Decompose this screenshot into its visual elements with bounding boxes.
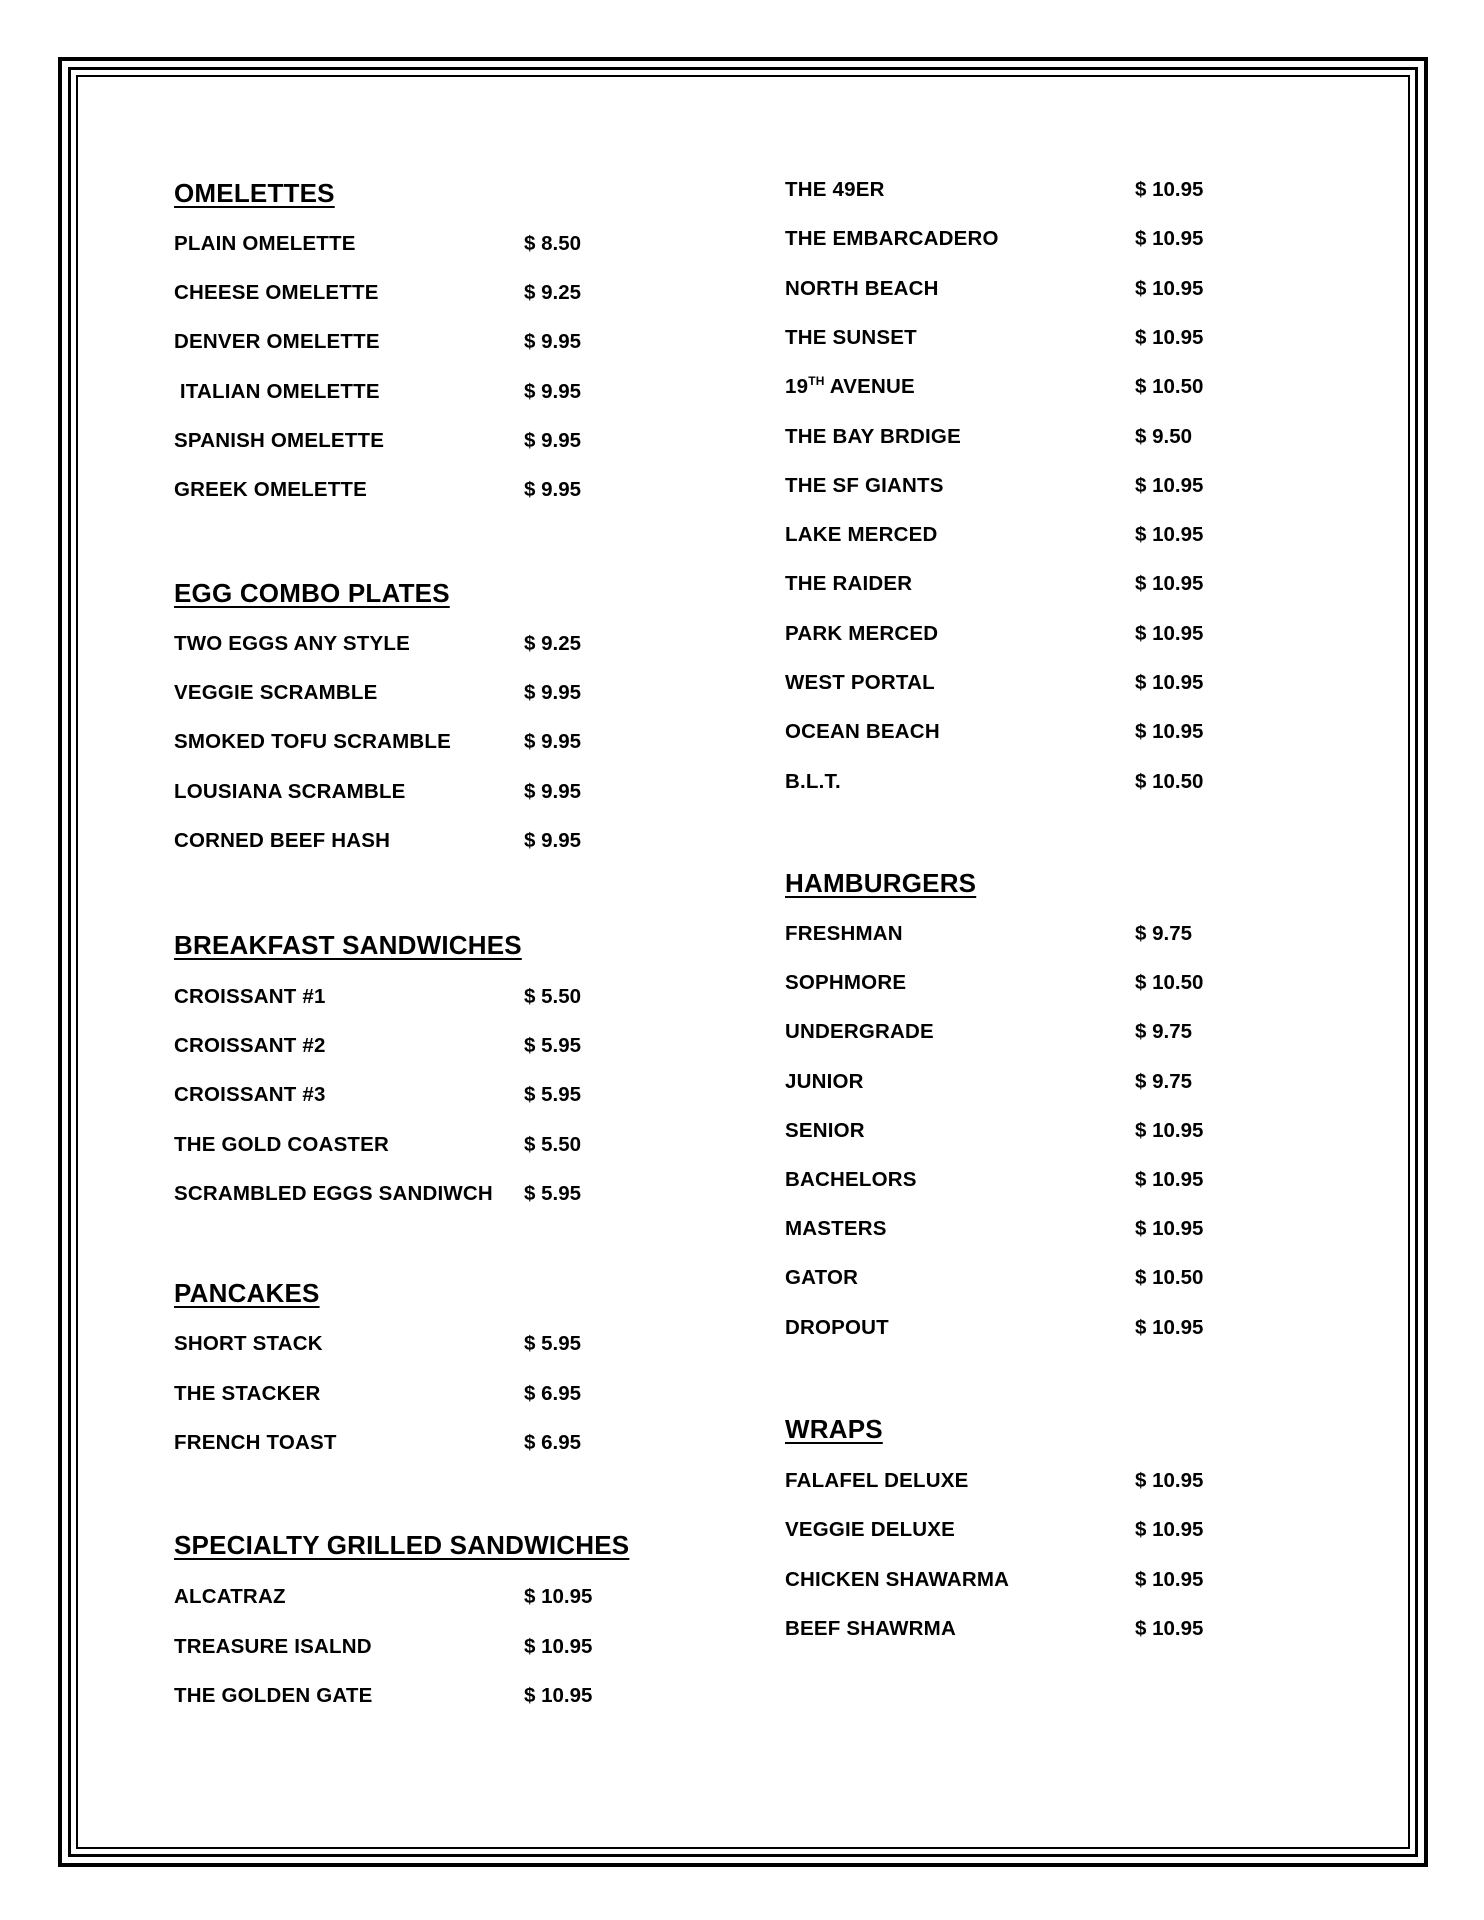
menu-item [785, 178, 1325, 208]
section-title-egg-combo-plates: EGG COMBO PLATES [174, 578, 450, 608]
menu-item [174, 985, 714, 1015]
menu-item [785, 1316, 1325, 1346]
menu-item-price: $ 10.95 [1135, 473, 1204, 497]
menu-item-name: DENVER OMELETTE [174, 330, 380, 354]
menu-item [174, 632, 714, 662]
menu-item-price: $ 5.95 [524, 1181, 581, 1205]
menu-item-price: $ 10.50 [1135, 375, 1204, 399]
menu-item-name: SHORT STACK [174, 1332, 323, 1355]
menu-item [174, 1332, 714, 1362]
menu-item [174, 281, 714, 311]
menu-item-name: SOPHMORE [785, 971, 907, 995]
menu-right-column [785, 0, 1325, 1920]
menu-item-name: BEEF SHAWRMA [785, 1616, 956, 1640]
menu-item-price: $ 10.95 [1135, 1217, 1204, 1241]
menu-item-price: $ 10.95 [1135, 720, 1204, 744]
menu-item-name: SMOKED TOFU SCRAMBLE [174, 730, 451, 754]
menu-item-price: $ 9.50 [1135, 424, 1192, 448]
menu-item [785, 1119, 1325, 1149]
menu-item-price: $ 9.95 [524, 779, 581, 803]
menu-item [174, 1034, 714, 1064]
menu-item-price: $ 6.95 [524, 1381, 581, 1405]
menu-item-name: LOUSIANA SCRAMBLE [174, 779, 406, 803]
menu-item-price: $ 10.95 [524, 1634, 593, 1658]
menu-item-price: $ 10.95 [1135, 1469, 1204, 1492]
menu-item [785, 1518, 1325, 1548]
menu-item-name: THE 49ER [785, 178, 885, 201]
menu-item-name: FRESHMAN [785, 922, 903, 945]
section-title-specialty-grilled-sandwiches: SPECIALTY GRILLED SANDWICHES [174, 1530, 630, 1560]
menu-item [785, 1168, 1325, 1198]
menu-item-name: NORTH BEACH [785, 276, 939, 300]
menu-item-price: $ 9.75 [1135, 922, 1192, 945]
menu-item [785, 227, 1325, 257]
menu-item-name: BACHELORS [785, 1168, 917, 1191]
menu-item-price: $ 10.95 [1135, 178, 1204, 201]
menu-item [174, 829, 714, 859]
menu-item-price: $ 5.50 [524, 985, 581, 1008]
menu-item [174, 1635, 714, 1665]
menu-item-price: $ 10.95 [1135, 227, 1204, 251]
menu-item-price: $ 10.95 [524, 1684, 593, 1707]
menu-item-name: PLAIN OMELETTE [174, 232, 356, 255]
menu-item [174, 1083, 714, 1113]
menu-item-name: TREASURE ISALND [174, 1634, 372, 1658]
menu-item-price: $ 9.95 [524, 730, 581, 754]
menu-item [174, 330, 714, 360]
menu-item-name: SCRAMBLED EGGS SANDIWCH [174, 1181, 493, 1205]
menu-item-price: $ 6.95 [524, 1431, 581, 1454]
menu-item [785, 671, 1325, 701]
menu-item-price: $ 9.95 [524, 828, 581, 852]
menu-item-name: THE BAY BRDIGE [785, 424, 961, 448]
section-title-pancakes: PANCAKES [174, 1278, 320, 1308]
menu-item [174, 1133, 714, 1163]
menu-item-name: JUNIOR [785, 1069, 864, 1093]
menu-item-price: $ 10.95 [1135, 1168, 1204, 1191]
menu-item-name: THE SUNSET [785, 325, 917, 349]
menu-item-name: FALAFEL DELUXE [785, 1469, 969, 1492]
menu-item-name-prefix: 19 [785, 375, 809, 399]
menu-item-name: CHEESE OMELETTE [174, 281, 379, 305]
menu-item-name: CROISSANT #2 [174, 1034, 326, 1058]
menu-item [785, 1617, 1325, 1647]
menu-item-name: ALCATRAZ [174, 1585, 286, 1608]
menu-item-price: $ 8.50 [524, 232, 581, 255]
menu-item-price: $ 9.25 [524, 632, 581, 655]
menu-item [785, 474, 1325, 504]
menu-item [785, 1070, 1325, 1100]
menu-item-price: $ 10.95 [1135, 671, 1204, 694]
menu-item-name: VEGGIE DELUXE [785, 1518, 956, 1542]
menu-item [174, 681, 714, 711]
menu-item-name: CHICKEN SHAWARMA [785, 1567, 1010, 1591]
menu-item-name: FRENCH TOAST [174, 1431, 337, 1454]
menu-item-name: WEST PORTAL [785, 671, 935, 694]
menu-item-price: $ 10.50 [1135, 1266, 1204, 1290]
menu-item-price: $ 10.95 [1135, 523, 1204, 547]
menu-item-name: THE STACKER [174, 1381, 321, 1405]
menu-item [174, 232, 714, 262]
menu-item [785, 1469, 1325, 1499]
menu-item [174, 429, 714, 459]
menu-item-price: $ 10.95 [1135, 1518, 1204, 1542]
menu-item-name: LAKE MERCED [785, 523, 938, 547]
menu-item-name-superscript: TH [808, 374, 825, 389]
menu-item-price: $ 10.95 [1135, 1315, 1204, 1339]
menu-item-price: $ 9.75 [1135, 1020, 1192, 1044]
menu-item-name-suffix: AVENUE [824, 375, 915, 399]
menu-item [785, 971, 1325, 1001]
menu-item [785, 425, 1325, 455]
section-title-omelettes: OMELETTES [174, 178, 335, 208]
menu-item-price: $ 10.95 [524, 1585, 593, 1608]
menu-item-name: OCEAN BEACH [785, 720, 940, 744]
menu-item [174, 1431, 714, 1461]
menu-item [174, 1182, 714, 1212]
menu-item-name: PARK MERCED [785, 621, 939, 645]
menu-item [785, 1266, 1325, 1296]
menu-item-name: MASTERS [785, 1217, 887, 1241]
menu-item-price: $ 10.95 [1135, 1567, 1204, 1591]
menu-item-price: $ 10.95 [1135, 1118, 1204, 1142]
menu-item-name: CROISSANT #1 [174, 985, 326, 1008]
menu-item-price: $ 5.95 [524, 1083, 581, 1107]
menu-item [785, 1020, 1325, 1050]
section-title-hamburgers: HAMBURGERS [785, 868, 977, 898]
menu-item [785, 622, 1325, 652]
menu-item-name: THE RAIDER [785, 572, 913, 596]
menu-item-name: SENIOR [785, 1118, 865, 1142]
menu-item [785, 720, 1325, 750]
menu-item [174, 780, 714, 810]
menu-item-name: CORNED BEEF HASH [174, 828, 391, 852]
menu-item-price: $ 10.95 [1135, 572, 1204, 596]
menu-item-name: THE GOLD COASTER [174, 1132, 390, 1156]
menu-item-price: $ 10.95 [1135, 1616, 1204, 1640]
menu-item [785, 770, 1325, 800]
menu-item [785, 1568, 1325, 1598]
menu-item [785, 326, 1325, 356]
menu-item-name: THE SF GIANTS [785, 473, 944, 497]
menu-left-column [174, 0, 714, 1920]
section-title-breakfast-sandwiches: BREAKFAST SANDWICHES [174, 930, 522, 960]
menu-item-price: $ 9.95 [524, 330, 581, 354]
menu-item [785, 922, 1325, 952]
menu-item-name: UNDERGRADE [785, 1020, 934, 1044]
menu-item [785, 277, 1325, 307]
menu-item-name: GREEK OMELETTE [174, 478, 368, 501]
menu-item-name [785, 375, 915, 399]
menu-item-price: $ 9.95 [524, 428, 581, 452]
menu-item-price: $ 9.25 [524, 281, 581, 305]
menu-item-name: CROISSANT #3 [174, 1083, 326, 1107]
menu-item [174, 478, 714, 508]
menu-item-price: $ 10.50 [1135, 769, 1204, 793]
menu-item-name: B.L.T. [785, 769, 841, 793]
menu-item-name: VEGGIE SCRAMBLE [174, 681, 378, 705]
menu-item [174, 730, 714, 760]
menu-item-name: ITALIAN OMELETTE [174, 379, 380, 403]
menu-item [174, 380, 714, 410]
menu-item-price: $ 9.95 [524, 681, 581, 705]
section-title-wraps: WRAPS [785, 1414, 883, 1444]
menu-item [785, 1217, 1325, 1247]
menu-item-price: $ 9.75 [1135, 1069, 1192, 1093]
menu-item-name: DROPOUT [785, 1315, 889, 1339]
menu-item [785, 523, 1325, 553]
menu-item-price: $ 5.95 [524, 1332, 581, 1355]
menu-item-price: $ 5.50 [524, 1132, 581, 1156]
menu-item [174, 1585, 714, 1615]
menu-item-name: GATOR [785, 1266, 859, 1290]
menu-item-price: $ 9.95 [524, 478, 581, 501]
menu-item [174, 1684, 714, 1714]
menu-item-name: THE EMBARCADERO [785, 227, 999, 251]
menu-item [785, 572, 1325, 602]
menu-item [174, 1382, 714, 1412]
menu-item-price: $ 9.95 [524, 379, 581, 403]
menu-item-price: $ 10.50 [1135, 971, 1204, 995]
menu-item-name: TWO EGGS ANY STYLE [174, 632, 410, 655]
menu-item-name: THE GOLDEN GATE [174, 1684, 373, 1707]
menu-item-price: $ 10.95 [1135, 621, 1204, 645]
menu-item-price: $ 10.95 [1135, 325, 1204, 349]
menu-item-price: $ 10.95 [1135, 276, 1204, 300]
menu-item [785, 375, 1325, 405]
menu-item-price: $ 5.95 [524, 1034, 581, 1058]
menu-item-name: SPANISH OMELETTE [174, 428, 385, 452]
